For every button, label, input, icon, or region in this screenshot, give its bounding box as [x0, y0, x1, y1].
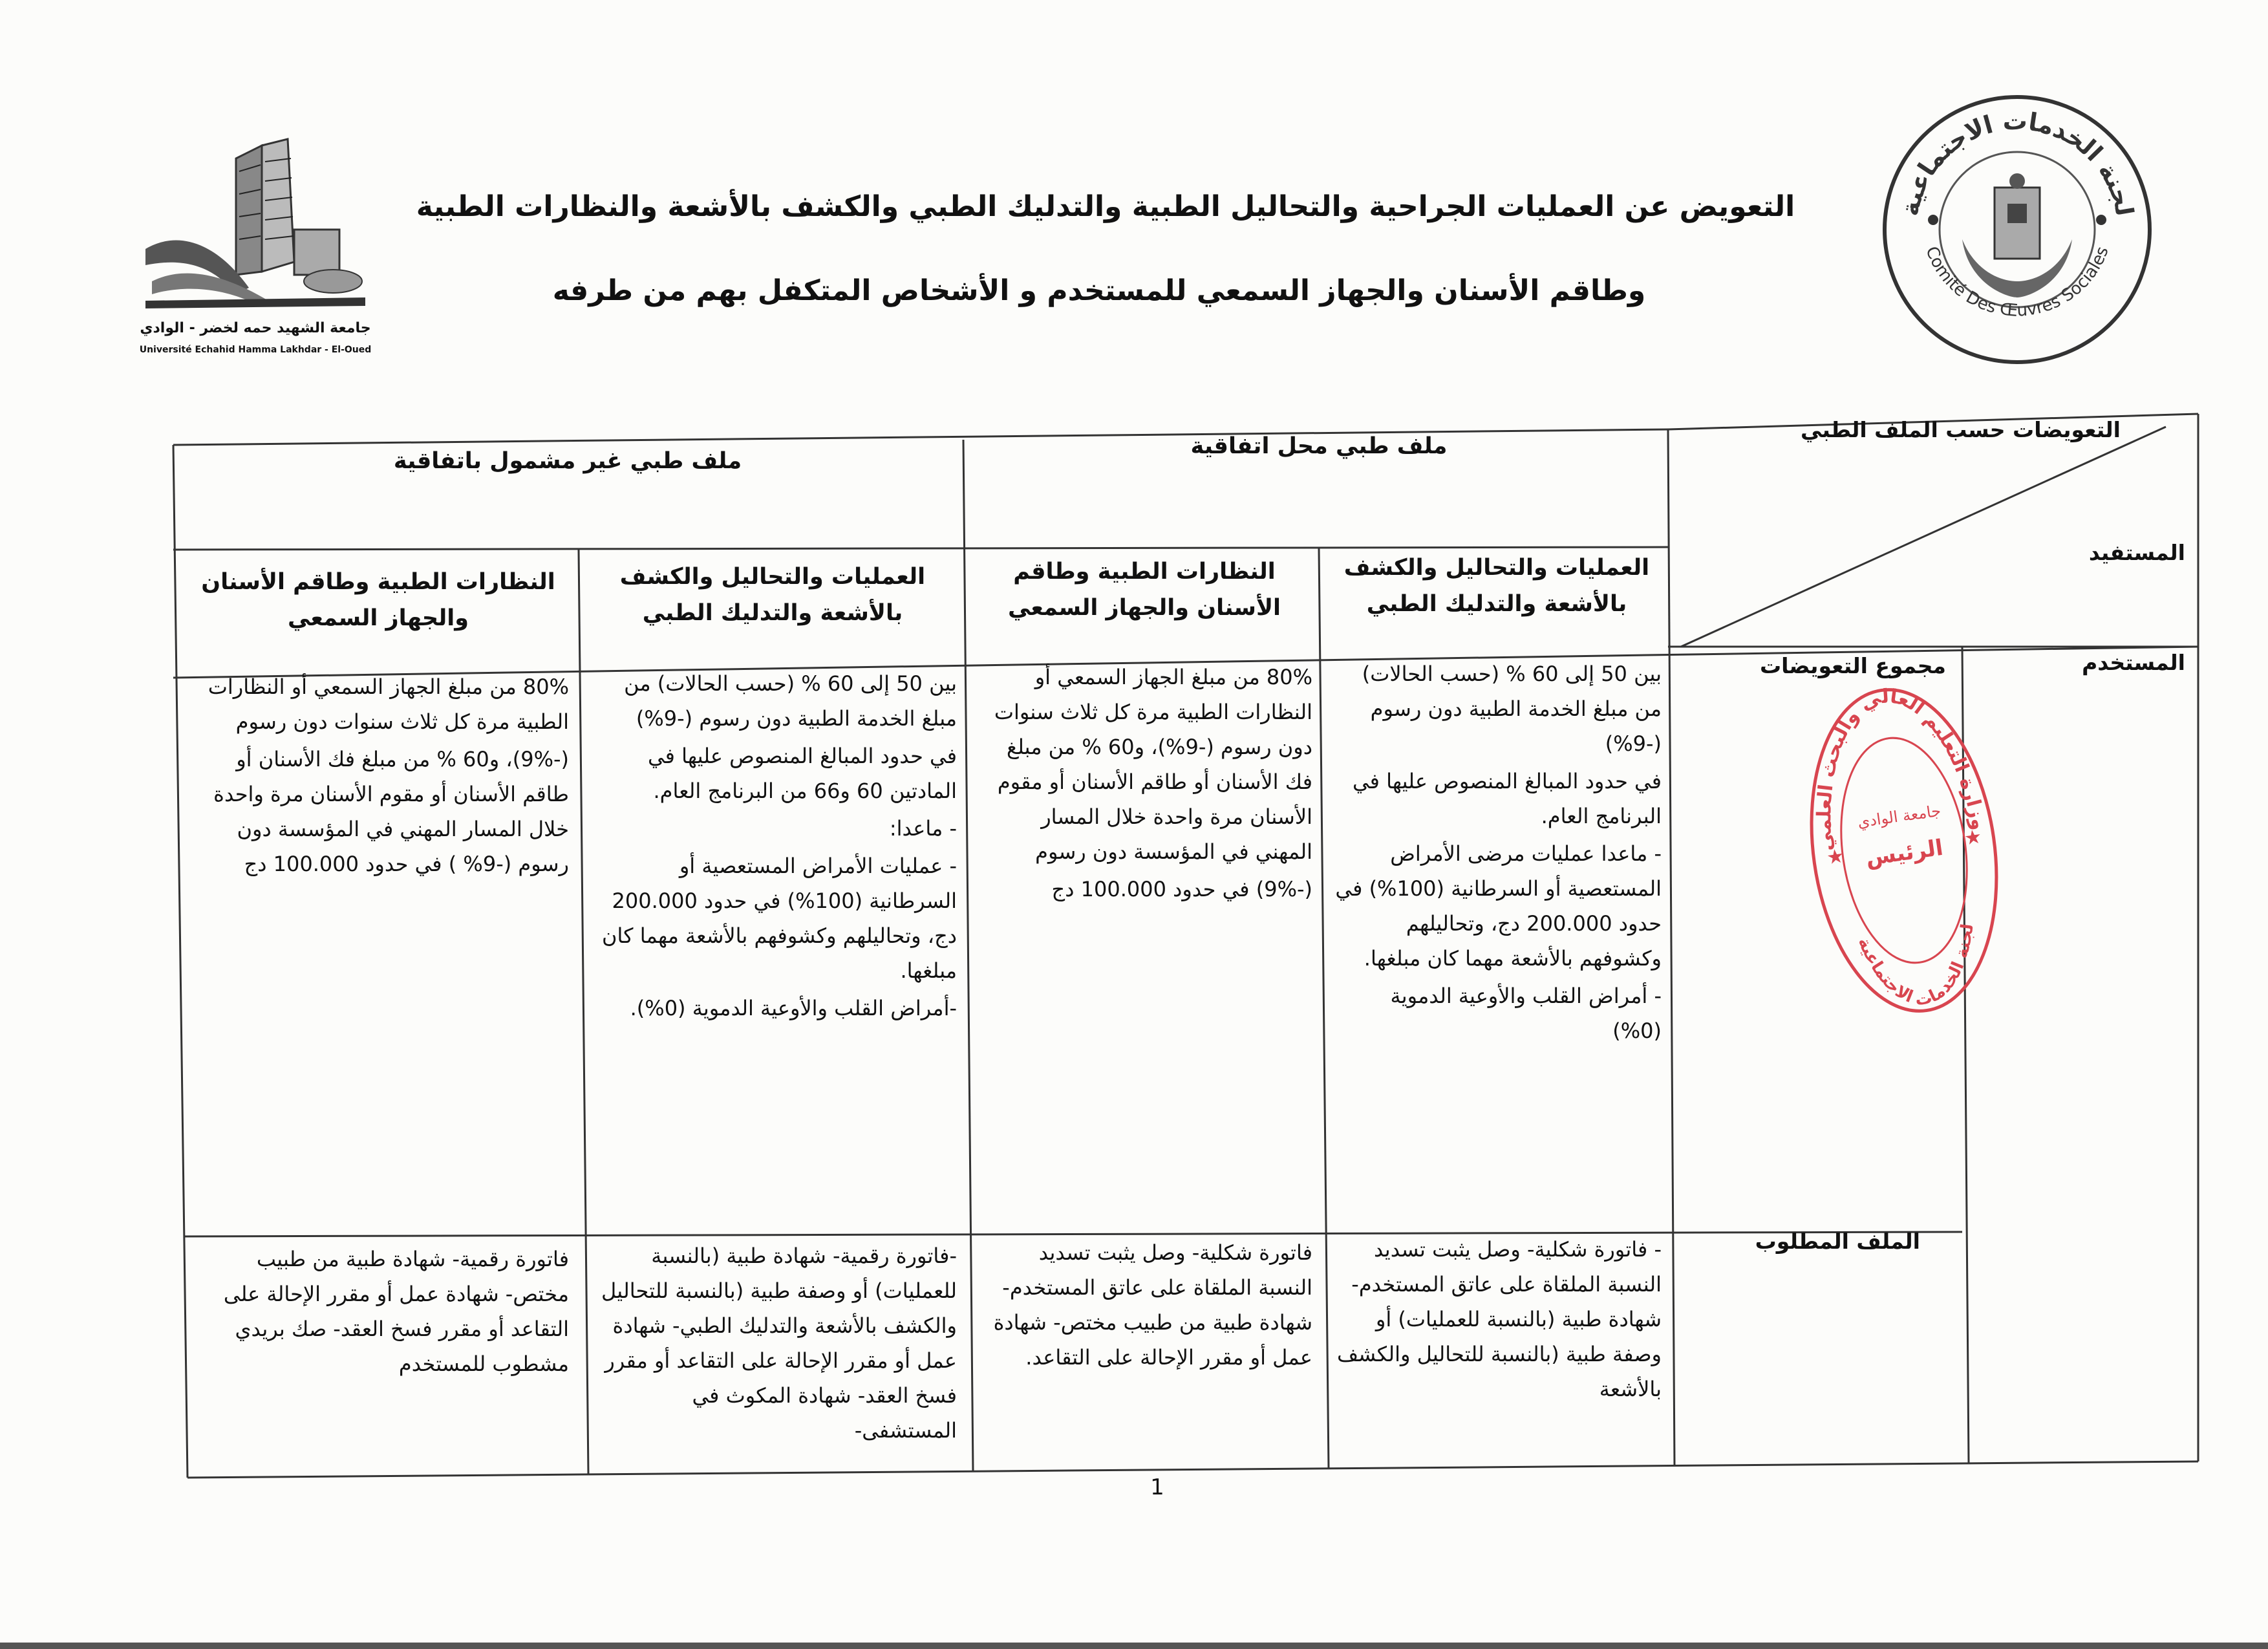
col-header-glasses-non-convention: النظارات الطبية وطاقم الأسنان والجهاز السمعي	[201, 569, 555, 631]
col-header-ops-non-convention: العمليات والتحاليل والكشف بالأشعة والتدليك الطبي	[619, 564, 926, 626]
committee-seal-text-ar: لجنة الخدمات الاجتماعية	[1895, 106, 2139, 219]
para: (-9%)، و60 % من مبلغ فك الأسنان أو طاقم الأسنان أو مقوم الأسنان مرة واحدة خلال المسار المهني في المؤسسة دون رسوم (-9% ) في حدود 100.000 دج	[213, 747, 569, 876]
cell-glasses-non-convention-compensation	[194, 669, 569, 884]
university-logo-caption-fr: Université Echahid Hamma Lakhdar - El-Oued	[139, 345, 372, 355]
para: - عمليات الأمراض المستعصية أو السرطانية (100%) في حدود 200.000 دج، وتحاليلهم وكشوفهم بالأشعة مهما كان مبلغها.	[602, 854, 957, 983]
cell-glasses-convention-compensation	[983, 660, 1312, 909]
stamp-text-university: جامعة الوادي	[1856, 801, 1942, 832]
svg-text:لجنة الخدمات الاجتماعية	[1853, 920, 1988, 1018]
para: - ماعدا عمليات مرضى الأمراض المستعصية أو السرطانية (100%) في حدود 200.000 دج، وتحاليلهم وكشوفهم بالأشعة مهما كان مبلغها.	[1335, 841, 1662, 971]
scan-edge	[0, 1643, 2268, 1649]
col-header-ops-convention: العمليات والتحاليل والكشف بالأشعة والتدليك الطبي	[1343, 555, 1650, 617]
cell-ops-non-convention-required-file: -فاتورة رقمية- شهادة طبية (بالنسبة للعمليات) أو وصفة طبية (بالنسبة للتحاليل والكشف بالأشعة والتدليك الطبي- شهادة عمل أو مقرر الإحالة على التقاعد أو مقرر فسخ العقد- شهادة المكوث في المستشفى-	[601, 1244, 957, 1443]
stamp-text-outer: وزارة التعليم العالي والبحث العلمي	[1813, 685, 1991, 852]
university-logo-caption-ar: جامعة الشهيد حمه لخضر - الوادي	[140, 320, 371, 336]
cell-ops-convention-required-file: - فاتورة شكلية- وصل يثبت تسديد النسبة الملقاة على عاتق المستخدم- شهادة طبية (بالنسبة للعمليات) أو وصفة طبية (بالنسبة للتحاليل والكشف بالأشعة	[1337, 1237, 1662, 1401]
stamp-star-icon: ★	[1825, 845, 1846, 870]
corner-header-compensations: التعويضات حسب الملف الطبي	[1800, 417, 2121, 442]
para: (-9%) في حدود 100.000 دج	[1051, 877, 1312, 901]
para: -أمراض القلب والأوعية الدموية (0%).	[630, 996, 957, 1020]
para: 80% من مبلغ الجهاز السمعي أو النظارات الطبية مرة كل ثلاث سنوات دون رسوم (-9%)، و60 % من مبلغ فك الأسنان أو طاقم الأسنان أو مقوم الأسنان مرة واحدة خلال المسار المهني في المؤسسة دون رسوم	[994, 665, 1312, 864]
stamp-text-president: الرئيس	[1864, 834, 1945, 872]
cell-ops-convention-compensation	[1335, 656, 1662, 1051]
stamp-text-committee: لجنة الخدمات الاجتماعية	[1854, 922, 1978, 1010]
row-label-total-compensation: مجموع التعويضات	[1759, 653, 1946, 678]
committee-seal-text-fr: Comité Des Œuvres Sociales	[1921, 244, 2113, 321]
para: 80% من مبلغ الجهاز السمعي أو النظارات الطبية مرة كل ثلاث سنوات دون رسوم	[208, 674, 569, 734]
stamp-star-icon: ★	[1963, 825, 1984, 850]
row-label-required-file: الملف المطلوب	[1755, 1229, 1920, 1254]
para: في حدود المبالغ المنصوص عليها في البرنامج العام.	[1352, 769, 1662, 828]
para: - ماعدا:	[889, 816, 957, 841]
beneficiary-employee: المستخدم	[2082, 650, 2185, 675]
para: - أمراض القلب والأوعية الدموية (0%)	[1390, 984, 1662, 1043]
corner-header-beneficiary: المستفيد	[2088, 540, 2185, 565]
document-title-line-1: التعويض عن العمليات الجراحية والتحاليل الطبية والتدليك الطبي والكشف بالأشعة والنظارات الطبية	[416, 190, 1795, 223]
para: بين 50 إلى 60 % (حسب الحالات) من مبلغ الخدمة الطبية دون رسوم (-9%)	[624, 671, 957, 731]
document-title-line-2: وطاقم الأسنان والجهاز السمعي للمستخدم و الأشخاص المتكفل بهم من طرفه	[552, 274, 1646, 307]
cell-glasses-non-convention-required-file: فاتورة رقمية- شهادة طبية من طبيب مختص- شهادة عمل أو مقرر الإحالة على التقاعد أو مقرر فسخ العقد- صك بريدي مشطوب للمستخدم	[223, 1247, 569, 1376]
cell-ops-non-convention-compensation	[595, 666, 957, 1028]
group-header-convention: ملف طبي محل اتفاقية	[1190, 433, 1448, 459]
para: في حدود المبالغ المنصوص عليها في المادتين 60 و66 من البرنامج العام.	[647, 744, 957, 803]
cell-glasses-convention-required-file: فاتورة شكلية- وصل يثبت تسديد النسبة الملقاة على عاتق المستخدم- شهادة طبية من طبيب مختص- شهادة عمل أو مقرر الإحالة على التقاعد.	[993, 1240, 1312, 1370]
para: بين 50 إلى 60 % (حسب الحالات) من مبلغ الخدمة الطبية دون رسوم (-9%)	[1362, 662, 1662, 756]
page-number: 1	[1150, 1474, 1164, 1500]
group-header-non-convention: ملف طبي غير مشمول باتفاقية	[393, 448, 742, 474]
col-header-glasses-convention: النظارات الطبية وطاقم الأسنان والجهاز السمعي	[1007, 559, 1281, 621]
